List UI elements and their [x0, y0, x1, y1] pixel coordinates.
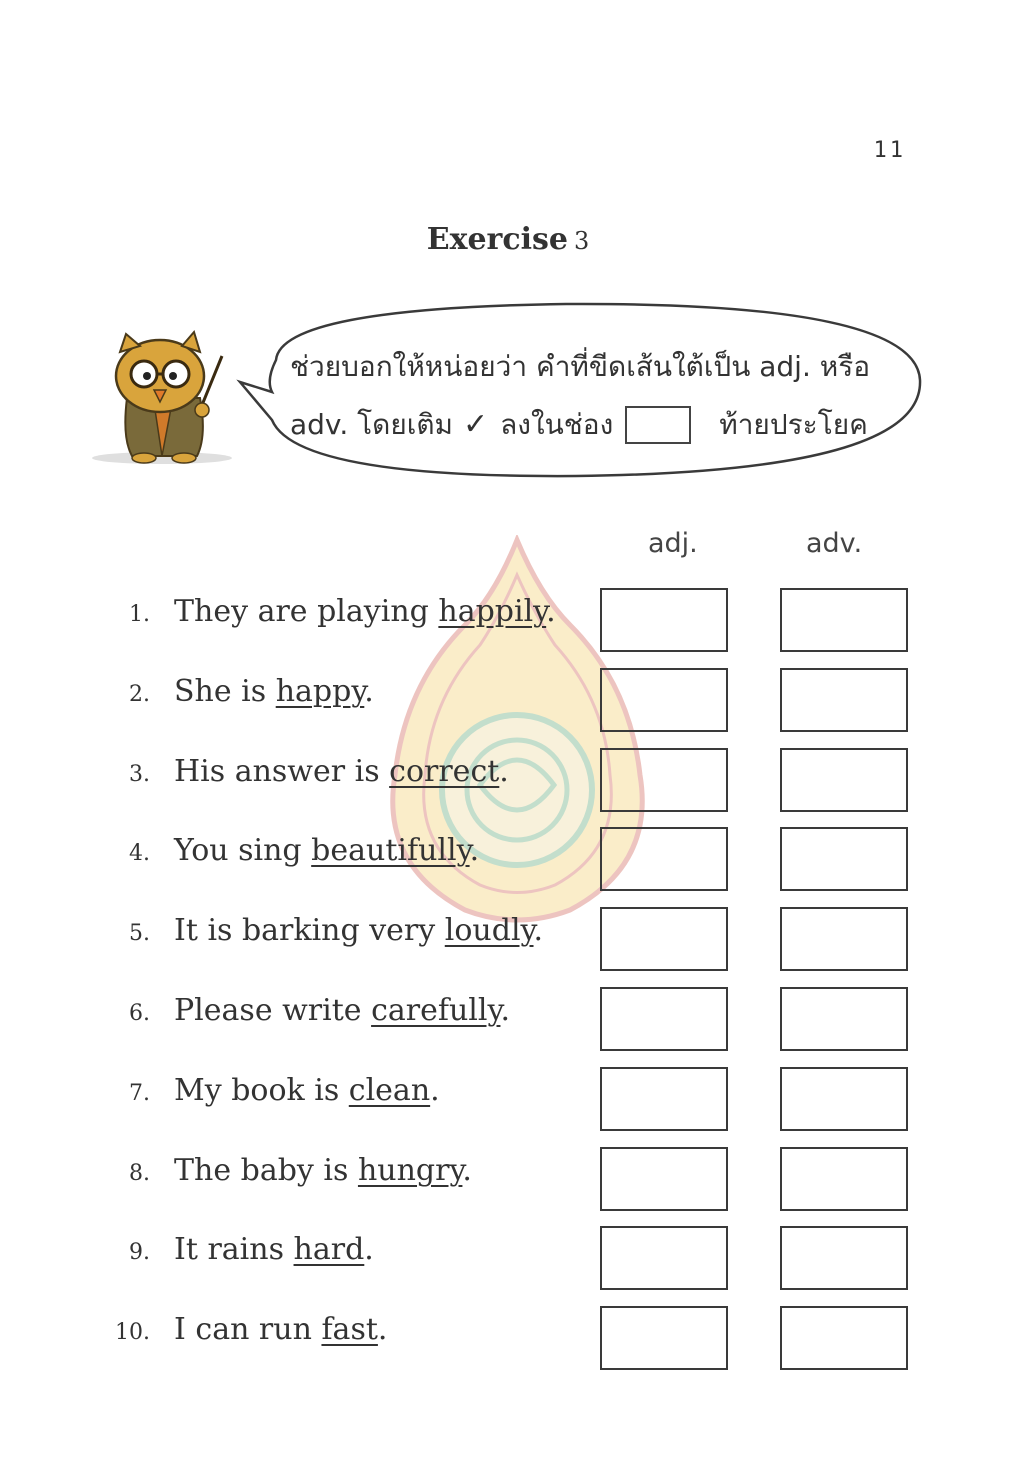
sentence-end: . [462, 1153, 472, 1188]
underlined-word: loudly [444, 913, 534, 948]
sentence-end: . [364, 1232, 374, 1267]
underlined-word: hard [293, 1232, 365, 1267]
adv-answer-box[interactable] [780, 588, 908, 652]
sentence-end: . [533, 913, 544, 948]
underlined-word: happy [275, 674, 365, 709]
item-number: 3. [129, 762, 150, 787]
adv-answer-box[interactable] [780, 1067, 908, 1131]
instruction-line-1-text: ช่วยบอกให้หน่อยว่า คำที่ขีดเส้นใต้เป็น adj. หรือ [290, 350, 871, 383]
item-number: 7. [129, 1081, 150, 1106]
item-number: 5. [129, 921, 150, 946]
item-number: 1. [129, 602, 150, 627]
sentence-text: His answer is [174, 754, 390, 789]
exercise-item [0, 1306, 1031, 1370]
exercise-number: 3 [574, 227, 590, 255]
sentence-end: . [499, 754, 509, 789]
exercise-item [0, 1147, 1031, 1211]
instruction-text [290, 338, 900, 454]
adj-answer-box[interactable] [600, 1147, 728, 1211]
item-sentence [174, 594, 556, 629]
exercise-title-text: Exercise [426, 222, 568, 257]
item-number: 6. [129, 1001, 150, 1026]
sample-answer-box [625, 406, 691, 444]
exercise-item [0, 748, 1031, 812]
sentence-end: . [469, 833, 480, 868]
adj-answer-box[interactable] [600, 588, 728, 652]
sentence-end: . [377, 1312, 388, 1347]
adj-answer-box[interactable] [600, 668, 728, 732]
adv-answer-box[interactable] [780, 1147, 908, 1211]
instruction-line-2-part-1: adv. โดยเติม [290, 408, 453, 441]
exercise-item [0, 827, 1031, 891]
adv-answer-box[interactable] [780, 987, 908, 1051]
adj-answer-box[interactable] [600, 748, 728, 812]
sentence-text: It is barking very [174, 913, 445, 948]
page-number: 11 [873, 138, 906, 163]
exercise-item [0, 588, 1031, 652]
sentence-end: . [430, 1073, 440, 1108]
underlined-word: clean [348, 1073, 431, 1108]
underlined-word: carefully [371, 993, 501, 1028]
check-mark-icon: ✓ [462, 407, 489, 442]
item-sentence [174, 1312, 387, 1347]
item-sentence [174, 993, 510, 1028]
adv-answer-box[interactable] [780, 1226, 908, 1290]
item-sentence [174, 674, 374, 709]
item-sentence [174, 913, 543, 948]
item-sentence [174, 833, 479, 868]
sentence-end: . [500, 993, 510, 1028]
sentence-end: . [364, 674, 374, 709]
item-sentence [174, 1073, 440, 1108]
adj-answer-box[interactable] [600, 1306, 728, 1370]
underlined-word: beautifully [311, 833, 470, 868]
exercise-item [0, 907, 1031, 971]
underlined-word: correct [389, 754, 500, 789]
adj-answer-box[interactable] [600, 827, 728, 891]
owl-mascot-icon [82, 318, 242, 468]
adj-answer-box[interactable] [600, 907, 728, 971]
instruction-line-2-part-2: ลงในช่อง [500, 408, 614, 441]
adv-answer-box[interactable] [780, 907, 908, 971]
item-sentence [174, 754, 509, 789]
sentence-text: It rains [174, 1232, 294, 1267]
column-header-adv: adv. [806, 528, 863, 559]
instruction-line-2-part-3: ท้ายประโยค [719, 408, 868, 441]
item-number: 9. [129, 1240, 150, 1265]
sentence-text: They are playing [174, 594, 439, 629]
adj-answer-box[interactable] [600, 1067, 728, 1131]
underlined-word: hungry [357, 1153, 463, 1188]
underlined-word: fast [321, 1312, 378, 1347]
sentence-text: Please write [174, 993, 372, 1028]
sentence-end: . [546, 594, 556, 629]
adv-answer-box[interactable] [780, 748, 908, 812]
item-sentence [174, 1232, 374, 1267]
sentence-text: She is [174, 674, 276, 709]
exercise-item [0, 987, 1031, 1051]
exercise-title [0, 222, 1016, 257]
instruction-line-2 [290, 396, 900, 454]
adv-answer-box[interactable] [780, 1306, 908, 1370]
exercise-item [0, 1067, 1031, 1131]
adj-answer-box[interactable] [600, 1226, 728, 1290]
adv-answer-box[interactable] [780, 827, 908, 891]
adj-answer-box[interactable] [600, 987, 728, 1051]
instruction-line-1 [290, 338, 900, 396]
column-header-adj: adj. [648, 528, 698, 559]
sentence-text: My book is [174, 1073, 349, 1108]
item-number: 8. [129, 1161, 150, 1186]
item-number: 4. [129, 841, 150, 866]
underlined-word: happily [438, 594, 547, 629]
sentence-text: I can run [174, 1312, 322, 1347]
exercise-item [0, 668, 1031, 732]
adv-answer-box[interactable] [780, 668, 908, 732]
item-number: 10. [115, 1320, 150, 1345]
exercise-item [0, 1226, 1031, 1290]
sentence-text: You sing [174, 833, 312, 868]
sentence-text: The baby is [174, 1153, 358, 1188]
item-number: 2. [129, 682, 150, 707]
item-sentence [174, 1153, 472, 1188]
